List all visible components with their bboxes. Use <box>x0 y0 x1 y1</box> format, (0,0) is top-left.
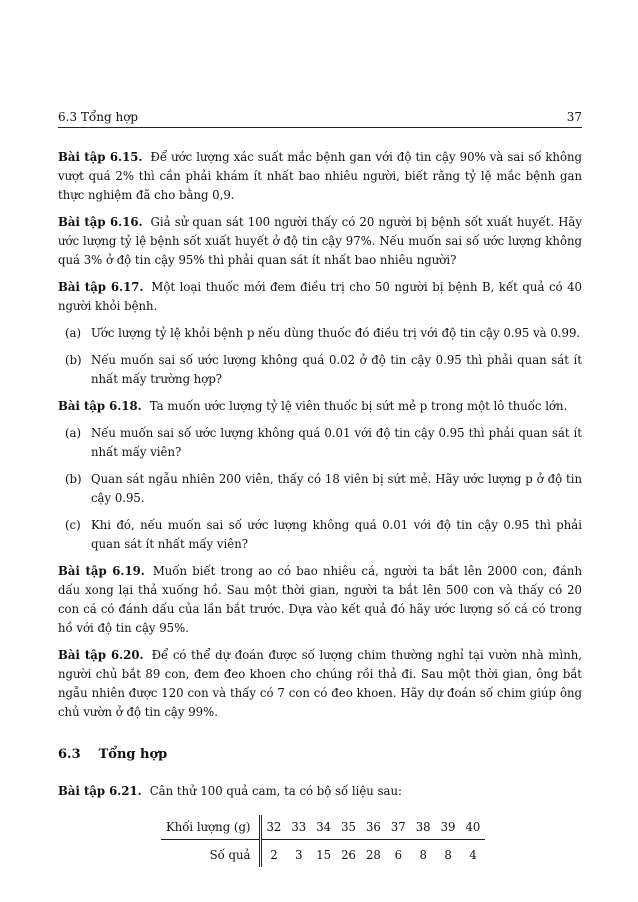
exercise-label: Bài tập 6.18. <box>58 399 142 413</box>
exercise-label: Bài tập 6.17. <box>58 280 144 294</box>
exercise-6-17-items <box>58 324 582 389</box>
table-cell: 8 <box>419 848 427 862</box>
header-page-number: 37 <box>566 110 582 124</box>
table-cell: 8 <box>444 848 452 862</box>
table-row-count <box>161 840 485 868</box>
exercise-text: Một loại thuốc mới đem điều trị cho 50 người bị bệnh B, kết quả có 40 người khỏi bệnh. <box>58 280 582 313</box>
table-cell: 36 <box>361 815 386 840</box>
exercise-6-16 <box>58 213 582 270</box>
table-cell: 34 <box>311 815 336 840</box>
data-table <box>161 815 485 867</box>
item-marker: (b) <box>65 353 82 367</box>
list-item <box>58 424 582 462</box>
exercise-text: Ta muốn ước lượng tỷ lệ viên thuốc bị sứt mẻ p trong một lô thuốc lớn. <box>149 399 568 413</box>
header-section-title: 6.3 Tổng hợp <box>58 110 139 124</box>
table-cell: 26 <box>341 848 356 862</box>
exercise-6-15 <box>58 148 582 205</box>
item-text: Nếu muốn sai số ước lượng không quá 0.02 ở độ tin cậy 0.95 thì phải quan sát ít nhất mấy trường hợp? <box>91 353 582 386</box>
exercise-text: Muốn biết trong ao có bao nhiêu cá, người ta bắt lên 2000 con, đánh dấu xong lại thả xuống hồ. Sau một thời gian, người ta bắt lên 500 con và thấy có 20 con cá có đánh dấu của lần bắt trước. Dựa vào kết quả đó hãy ước lượng số cá có trong hồ với độ tin cậy 95%. <box>58 564 582 635</box>
list-item <box>58 516 582 554</box>
list-item <box>58 351 582 389</box>
exercise-text: Giả sử quan sát 100 người thấy có 20 người bị bệnh sốt xuất huyết. Hãy ước lượng tỷ lệ bệnh sốt xuất huyết ở độ tin cậy 97%. Nếu muốn sai số ước lượng không quá 3% ở độ tin cậy 95% thì phải quan sát ít nhất bao nhiêu người? <box>58 215 582 267</box>
exercise-text: Để có thể dự đoán được số lượng chim thường nghỉ tại vườn nhà mình, người chủ bắt 89 con, đem đeo khoen cho chúng rồi thả đi. Sau một thời gian, ông bắt ngẫu nhiên được 120 con và thấy có 7 con có đeo khoen. Hãy dự đoán số chim giúp ông chủ vườn ở độ tin cậy 99%. <box>58 648 582 719</box>
running-header <box>58 110 582 124</box>
item-marker: (a) <box>65 326 82 340</box>
item-marker: (b) <box>65 472 82 486</box>
section-heading <box>58 746 582 764</box>
table-cell: 38 <box>411 815 436 840</box>
table-cell: 33 <box>286 815 311 840</box>
exercise-6-21 <box>58 782 582 801</box>
page-content <box>58 148 582 867</box>
table-cell: 2 <box>270 848 278 862</box>
table-cell: 15 <box>316 848 332 862</box>
item-text: Nếu muốn sai số ước lượng không quá 0.01 với độ tin cậy 0.95 thì phải quan sát ít nhất mấy viên? <box>91 426 582 459</box>
table-cell: 3 <box>295 848 303 862</box>
table-cell: 37 <box>386 815 411 840</box>
list-item <box>58 470 582 508</box>
exercise-6-18 <box>58 397 582 416</box>
header-rule <box>58 127 582 128</box>
item-marker: (a) <box>65 426 82 440</box>
exercise-6-18-items <box>58 424 582 554</box>
section-number: 6.3 <box>58 747 81 762</box>
table-cell: 4 <box>469 848 477 862</box>
exercise-label: Bài tập 6.15. <box>58 150 143 164</box>
table-row-weight <box>161 815 485 840</box>
exercise-label: Bài tập 6.21. <box>58 784 142 798</box>
row-header-count: Số quả <box>161 840 260 868</box>
exercise-label: Bài tập 6.19. <box>58 564 145 578</box>
document-page <box>58 0 582 902</box>
item-text: Khi đó, nếu muốn sai số ước lượng không quá 0.01 với độ tin cậy 0.95 thì phải quan sát ít nhất mấy viên? <box>91 518 582 551</box>
exercise-6-17 <box>58 278 582 316</box>
exercise-6-20 <box>58 646 582 722</box>
item-marker: (c) <box>65 518 81 532</box>
exercise-text: Cân thử 100 quả cam, ta có bộ số liệu sau: <box>149 784 402 798</box>
exercise-6-19 <box>58 562 582 638</box>
item-text: Quan sát ngẫu nhiên 200 viên, thấy có 18 viên bị sứt mẻ. Hãy ước lượng p ở độ tin cậy 0.95. <box>91 472 582 505</box>
table-cell: 39 <box>436 815 461 840</box>
row-header-weight: Khối lượng (g) <box>161 815 260 840</box>
item-text: Ước lượng tỷ lệ khỏi bệnh p nếu dùng thuốc đó điều trị với độ tin cậy 0.95 và 0.99. <box>91 326 581 340</box>
table-cell: 28 <box>366 848 381 862</box>
table-cell: 35 <box>336 815 361 840</box>
table-cell: 6 <box>394 848 403 862</box>
table-cell: 32 <box>260 815 286 840</box>
list-item <box>58 324 582 343</box>
table-cell: 40 <box>461 815 486 840</box>
exercise-label: Bài tập 6.20. <box>58 648 144 662</box>
exercise-label: Bài tập 6.16. <box>58 215 143 229</box>
section-title: Tổng hợp <box>98 747 168 762</box>
exercise-text: Để ước lượng xác suất mắc bệnh gan với độ tin cậy 90% và sai số không vượt quá 2% thì cần phải khám ít nhất bao nhiêu người, biết rằng tỷ lệ mắc bệnh gan thực nghiệm đã cho bằng 0,9. <box>58 150 582 202</box>
